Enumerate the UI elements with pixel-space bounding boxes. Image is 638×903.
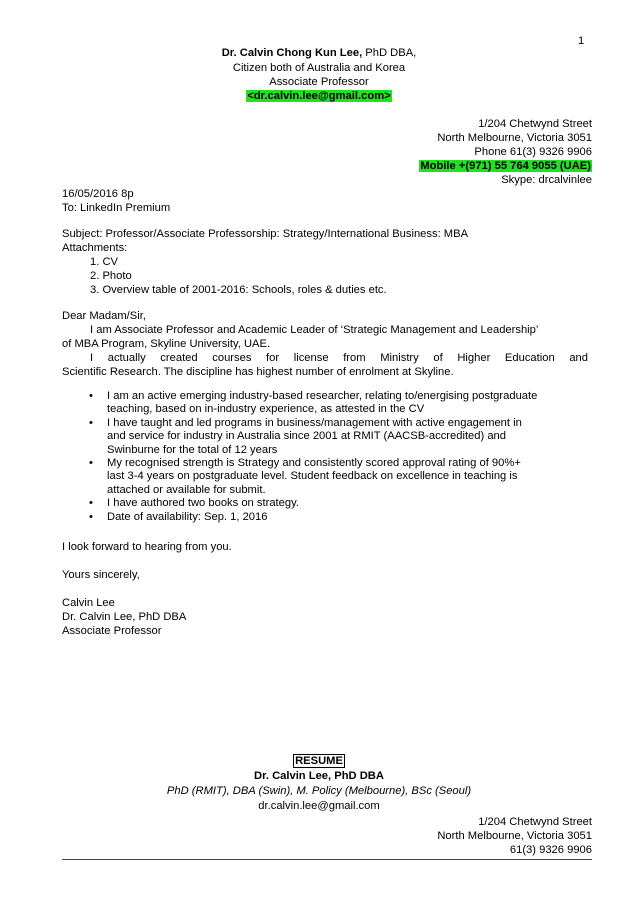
attachment-item: 2. Photo: [90, 270, 132, 282]
resume-street: 1/204 Chetwynd Street: [478, 816, 592, 828]
list-item-line: My recognised strength is Strategy and consistently scored approval rating of 90%+: [107, 457, 521, 470]
salutation: Dear Madam/Sir,: [62, 310, 146, 322]
author-line: [0, 47, 638, 60]
mobile-number: Mobile +(971) 55 764 9055 (UAE): [420, 160, 591, 172]
address-street: 1/204 Chetwynd Street: [478, 118, 592, 130]
list-item-line: Swinburne for the total of 12 years: [107, 443, 278, 456]
divider: [62, 859, 592, 860]
paragraph-2-line-1: I actually created courses for license from Ministry of Higher Education and: [90, 352, 588, 364]
list-item-line: attached or available for submit.: [107, 483, 266, 496]
resume-heading-wrap: [0, 755, 638, 768]
author-degree: PhD DBA,: [362, 47, 417, 59]
list-item-line: I am an active emerging industry-based researcher, relating to/energising postgraduate: [107, 390, 538, 402]
resume-name: Dr. Calvin Lee, PhD DBA: [254, 770, 384, 782]
list-item-line: last 3-4 years on postgraduate level. Student feedback on excellence in teaching is: [107, 470, 518, 483]
citizenship: Citizen both of Australia and Korea: [232, 62, 406, 74]
list-item-line: teaching, based on in-industry experience, as attested in the CV: [107, 403, 425, 416]
list-item: [90, 390, 588, 417]
signature-title: Dr. Calvin Lee, PhD DBA: [62, 611, 187, 623]
email-link[interactable]: <dr.calvin.lee@gmail.com>: [247, 90, 391, 102]
author-name: Dr. Calvin Chong Kun Lee,: [221, 47, 363, 59]
paragraph-2-line-2: Scientific Research. The discipline has highest number of enrolment at Skyline.: [62, 366, 454, 378]
letter-subject: Subject: Professor/Associate Professorship: Strategy/International Business: MBA: [62, 228, 469, 240]
list-item-line: I have taught and led programs in business/management with active engagement in: [107, 416, 522, 429]
resume-city: North Melbourne, Victoria 3051: [437, 830, 592, 842]
list-item-line: and service for industry in Australia since 2001 at RMIT (AACSB-accredited) and: [107, 430, 506, 443]
paragraph-1-line-1: I am Associate Professor and Academic Leader of ‘Strategic Management and Leadership’: [90, 324, 539, 336]
attachment-item: 1. CV: [90, 256, 118, 268]
attachment-item: 3. Overview table of 2001-2016: Schools, roles & duties etc.: [90, 284, 387, 296]
page-number: 1: [578, 35, 585, 47]
signature-position: Associate Professor: [62, 625, 162, 637]
attachments-label: Attachments:: [62, 242, 128, 254]
closing-line: I look forward to hearing from you.: [62, 541, 232, 553]
address-skype: Skype: drcalvinlee: [501, 174, 592, 186]
paragraph-1-line-2: of MBA Program, Skyline University, UAE.: [62, 338, 271, 350]
address-phone: Phone 61(3) 9326 9906: [474, 146, 592, 158]
resume-degrees: PhD (RMIT), DBA (Swin), M. Policy (Melbourne), BSc (Seoul): [166, 785, 472, 797]
list-item: [90, 457, 588, 497]
sign-off: Yours sincerely,: [62, 569, 140, 581]
address-city: North Melbourne, Victoria 3051: [437, 132, 592, 144]
letter-recipient: To: LinkedIn Premium: [62, 202, 171, 214]
bullet-icon: •: [89, 390, 93, 402]
list-item: [90, 417, 588, 457]
list-item: [90, 511, 588, 524]
email-line: [0, 90, 638, 103]
position-title: Associate Professor: [269, 76, 369, 88]
bullet-icon: •: [89, 457, 93, 470]
resume-phone: 61(3) 9326 9906: [509, 844, 592, 856]
letter-date: 16/05/2016 8p: [62, 188, 134, 200]
list-item-line: Date of availability: Sep. 1, 2016: [107, 510, 268, 523]
list-item-line: I have authored two books on strategy.: [107, 497, 299, 510]
resume-email[interactable]: dr.calvin.lee@gmail.com: [258, 800, 380, 812]
signature-name: Calvin Lee: [62, 597, 115, 609]
resume-heading: RESUME: [295, 755, 343, 767]
bullet-icon: •: [89, 416, 93, 429]
highlights-list: [90, 390, 588, 524]
bullet-icon: •: [89, 497, 93, 510]
address-mobile: [419, 160, 592, 173]
bullet-icon: •: [89, 510, 93, 523]
list-item: [90, 497, 588, 510]
